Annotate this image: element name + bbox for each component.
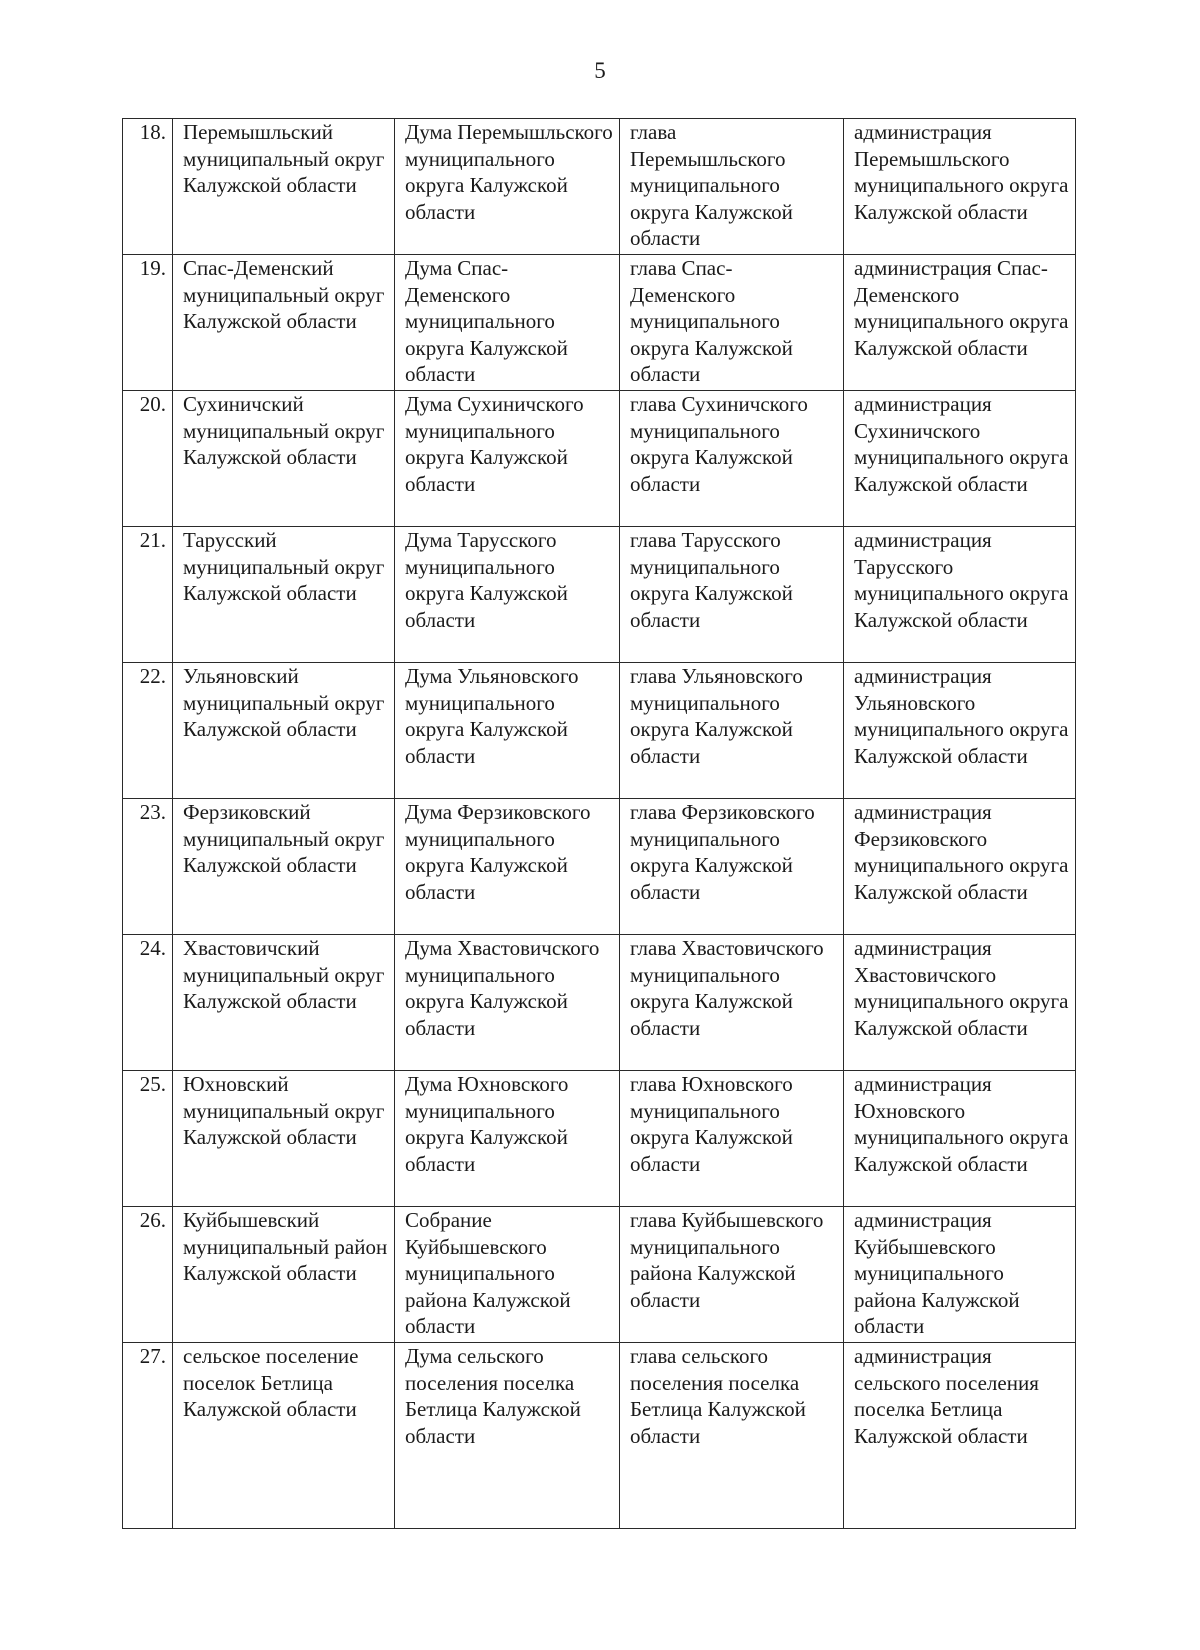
row-number: 20. (123, 391, 173, 527)
table-row (123, 527, 1076, 663)
row-number: 26. (123, 1207, 173, 1343)
table-row (123, 391, 1076, 527)
row-number: 23. (123, 799, 173, 935)
table-row (123, 1343, 1076, 1529)
row-number: 22. (123, 663, 173, 799)
municipality-name: Юхновский муниципальный округ Калужской области (173, 1071, 395, 1207)
municipality-name: Куйбышевский муниципальный район Калужской области (173, 1207, 395, 1343)
representative-body: Дума Тарусского муниципального округа Калужской области (395, 527, 620, 663)
head-of-municipality: глава Ферзиковского муниципального округа Калужской области (620, 799, 844, 935)
table-row (123, 119, 1076, 255)
representative-body: Дума Хвастовичского муниципального округа Калужской области (395, 935, 620, 1071)
table-row (123, 1071, 1076, 1207)
representative-body: Дума Юхновского муниципального округа Калужской области (395, 1071, 620, 1207)
representative-body: Дума Перемышльского муниципального округа Калужской области (395, 119, 620, 255)
head-of-municipality: глава Куйбышевского муниципального района Калужской области (620, 1207, 844, 1343)
municipality-name: Сухиничский муниципальный округ Калужской области (173, 391, 395, 527)
executive-body: администрация Куйбышевского муниципального района Калужской области (844, 1207, 1076, 1343)
row-number: 21. (123, 527, 173, 663)
head-of-municipality: глава Юхновского муниципального округа Калужской области (620, 1071, 844, 1207)
row-number: 18. (123, 119, 173, 255)
executive-body: администрация Спас-Деменского муниципального округа Калужской области (844, 255, 1076, 391)
municipality-name: Тарусский муниципальный округ Калужской области (173, 527, 395, 663)
head-of-municipality: глава Сухиничского муниципального округа Калужской области (620, 391, 844, 527)
head-of-municipality: глава Спас-Деменского муниципального округа Калужской области (620, 255, 844, 391)
representative-body: Дума Ульяновского муниципального округа Калужской области (395, 663, 620, 799)
head-of-municipality: глава сельского поселения поселка Бетлица Калужской области (620, 1343, 844, 1529)
head-of-municipality: глава Ульяновского муниципального округа Калужской области (620, 663, 844, 799)
executive-body: администрация Хвастовичского муниципального округа Калужской области (844, 935, 1076, 1071)
representative-body: Дума Сухиничского муниципального округа Калужской области (395, 391, 620, 527)
table-row (123, 799, 1076, 935)
executive-body: администрация Ульяновского муниципального округа Калужской области (844, 663, 1076, 799)
row-number: 25. (123, 1071, 173, 1207)
table-row (123, 1207, 1076, 1343)
representative-body: Дума сельского поселения поселка Бетлица Калужской области (395, 1343, 620, 1529)
row-number: 24. (123, 935, 173, 1071)
head-of-municipality: глава Хвастовичского муниципального округа Калужской области (620, 935, 844, 1071)
head-of-municipality: глава Тарусского муниципального округа Калужской области (620, 527, 844, 663)
table-row (123, 935, 1076, 1071)
municipality-name: Спас-Деменский муниципальный округ Калужской области (173, 255, 395, 391)
head-of-municipality: глава Перемышльского муниципального округа Калужской области (620, 119, 844, 255)
executive-body: администрация Ферзиковского муниципального округа Калужской области (844, 799, 1076, 935)
municipality-name: Ферзиковский муниципальный округ Калужской области (173, 799, 395, 935)
municipal-bodies-table (122, 118, 1076, 1529)
representative-body: Дума Ферзиковского муниципального округа Калужской области (395, 799, 620, 935)
representative-body: Дума Спас-Деменского муниципального округа Калужской области (395, 255, 620, 391)
table-row (123, 663, 1076, 799)
executive-body: администрация Сухиничского муниципального округа Калужской области (844, 391, 1076, 527)
executive-body: администрация Тарусского муниципального округа Калужской области (844, 527, 1076, 663)
municipality-name: сельское поселение поселок Бетлица Калужской области (173, 1343, 395, 1529)
executive-body: администрация Юхновского муниципального округа Калужской области (844, 1071, 1076, 1207)
representative-body: Собрание Куйбышевского муниципального района Калужской области (395, 1207, 620, 1343)
row-number: 27. (123, 1343, 173, 1529)
table-row (123, 255, 1076, 391)
executive-body: администрация сельского поселения поселка Бетлица Калужской области (844, 1343, 1076, 1529)
municipality-name: Хвастовичский муниципальный округ Калужской области (173, 935, 395, 1071)
municipality-name: Перемышльский муниципальный округ Калужской области (173, 119, 395, 255)
row-number: 19. (123, 255, 173, 391)
page-number: 5 (594, 58, 606, 83)
municipality-name: Ульяновский муниципальный округ Калужской области (173, 663, 395, 799)
executive-body: администрация Перемышльского муниципального округа Калужской области (844, 119, 1076, 255)
